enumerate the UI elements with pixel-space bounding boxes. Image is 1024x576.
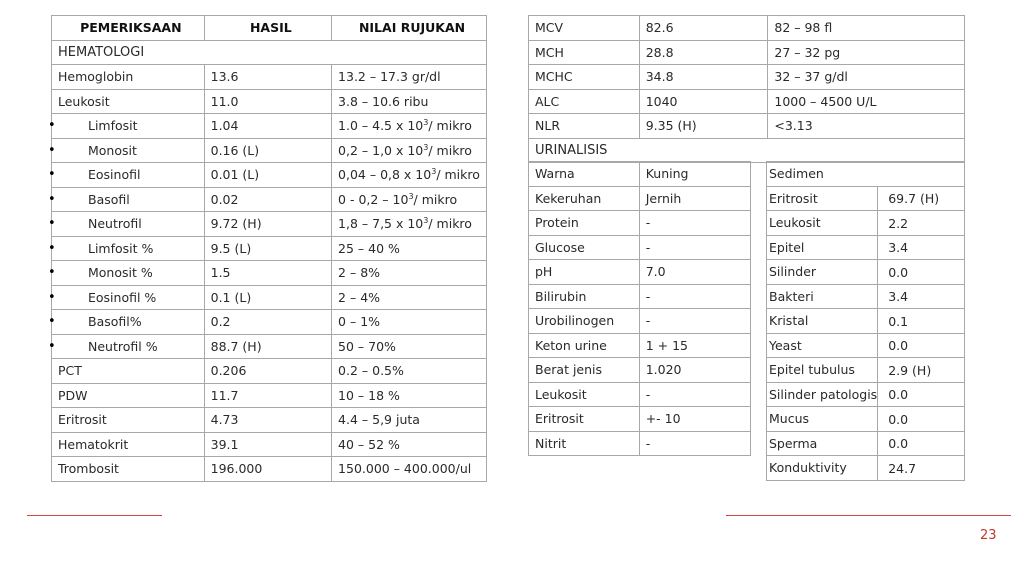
test-reference: 2 – 8% [332, 261, 487, 286]
test-reference: 13.2 – 17.3 gr/dl [332, 65, 487, 90]
test-reference: 50 – 70% [332, 334, 487, 359]
test-reference: 10 – 18 % [332, 383, 487, 408]
test-reference: 0 – 1% [332, 310, 487, 335]
test-result: 2.2 [878, 211, 965, 236]
test-name: Sperma [767, 431, 878, 456]
test-name: Eritrosit [52, 408, 205, 433]
test-name: • Limfosit [52, 114, 205, 139]
test-result: - [639, 309, 750, 334]
footer-divider-left [27, 515, 162, 516]
test-result: 0.01 (L) [204, 163, 331, 188]
test-name: • Neutrofil % [52, 334, 205, 359]
table-row [52, 285, 487, 310]
table-row [529, 40, 965, 65]
test-result: 0.02 [204, 187, 331, 212]
test-result: 24.7 [878, 456, 965, 481]
test-reference: 3.8 – 10.6 ribu [332, 89, 487, 114]
table-row [529, 16, 965, 41]
test-name: Kristal [767, 309, 878, 334]
test-name: Eritrosit [767, 186, 878, 211]
test-name: MCH [529, 40, 640, 65]
test-result: 4.73 [204, 408, 331, 433]
table-row [529, 284, 751, 309]
table-row [52, 432, 487, 457]
table-row [52, 261, 487, 286]
test-name: Epitel [767, 235, 878, 260]
section-hematologi: HEMATOLOGI [52, 40, 487, 65]
table-row [767, 211, 965, 236]
test-result: 7.0 [639, 260, 750, 285]
test-result: 11.0 [204, 89, 331, 114]
urinalisis-table [528, 161, 751, 456]
test-name: Silinder [767, 260, 878, 285]
test-result: 13.6 [204, 65, 331, 90]
table-row [52, 187, 487, 212]
table-row [529, 89, 965, 114]
table-row [767, 186, 965, 211]
table-header-row [52, 16, 487, 41]
test-name: Keton urine [529, 333, 640, 358]
test-name: Yeast [767, 333, 878, 358]
test-result: 9.5 (L) [204, 236, 331, 261]
section-urinalisis: URINALISIS [529, 138, 965, 163]
test-reference: 150.000 – 400.000/ul [332, 457, 487, 482]
test-result: +- 10 [639, 407, 750, 432]
table-row [767, 407, 965, 432]
table-row [52, 310, 487, 335]
table-row [52, 334, 487, 359]
test-name: MCV [529, 16, 640, 41]
page-number: 23 [980, 528, 997, 543]
table-row [529, 114, 965, 139]
test-result: 0.2 [204, 310, 331, 335]
test-result: 69.7 (H) [878, 186, 965, 211]
table-row [767, 431, 965, 456]
test-result: 1040 [639, 89, 768, 114]
test-name: Urobilinogen [529, 309, 640, 334]
test-result: 3.4 [878, 235, 965, 260]
table-row [529, 186, 751, 211]
test-name: Eritrosit [529, 407, 640, 432]
test-name: • Basofil [52, 187, 205, 212]
table-row [529, 382, 751, 407]
test-reference: 0,04 – 0,8 x $10^3/$ mikro [332, 163, 487, 188]
test-result: - [639, 382, 750, 407]
table-row [767, 260, 965, 285]
test-reference: 2 – 4% [332, 285, 487, 310]
test-reference: 25 – 40 % [332, 236, 487, 261]
test-result: 0.206 [204, 359, 331, 384]
test-reference: 0,2 – 1,0 x $10^3/$ mikro [332, 138, 487, 163]
test-result: 34.8 [639, 65, 768, 90]
test-name: Bilirubin [529, 284, 640, 309]
test-name: • Neutrofil [52, 212, 205, 237]
test-result: 82.6 [639, 16, 768, 41]
table-row [52, 383, 487, 408]
test-result: 0.0 [878, 260, 965, 285]
test-name: Mucus [767, 407, 878, 432]
test-reference: 4.4 – 5,9 juta [332, 408, 487, 433]
test-name: Protein [529, 211, 640, 236]
test-name: Leukosit [529, 382, 640, 407]
table-row [767, 235, 965, 260]
test-result: 2.9 (H) [878, 358, 965, 383]
test-result: 1 + 15 [639, 333, 750, 358]
table-row [52, 65, 487, 90]
indices-table [528, 15, 965, 163]
test-result: - [639, 211, 750, 236]
header-pemeriksaan: PEMERIKSAAN [52, 16, 205, 41]
section-row [52, 40, 487, 65]
test-name: PDW [52, 383, 205, 408]
table-row [767, 333, 965, 358]
test-result: 0.16 (L) [204, 138, 331, 163]
hematology-table [51, 15, 487, 482]
test-reference: 1.0 – 4.5 x $10^3/$ mikro [332, 114, 487, 139]
table-row [767, 284, 965, 309]
test-result: 1.5 [204, 261, 331, 286]
test-result: 0.1 [878, 309, 965, 334]
test-name: Kekeruhan [529, 186, 640, 211]
test-result: 1.020 [639, 358, 750, 383]
test-result: 0.0 [878, 431, 965, 456]
table-row [529, 333, 751, 358]
test-name: Konduktivity [767, 456, 878, 481]
test-name: Glucose [529, 235, 640, 260]
header-hasil: HASIL [204, 16, 331, 41]
table-row [529, 358, 751, 383]
table-row [52, 457, 487, 482]
test-result: - [639, 235, 750, 260]
table-row [767, 382, 965, 407]
test-result: - [639, 431, 750, 456]
test-name: NLR [529, 114, 640, 139]
test-name: • Monosit [52, 138, 205, 163]
table-row [52, 359, 487, 384]
test-name: Nitrit [529, 431, 640, 456]
test-reference: 82 – 98 fl [768, 16, 965, 41]
table-row [529, 235, 751, 260]
test-name: Hematokrit [52, 432, 205, 457]
table-row [52, 114, 487, 139]
test-name: • Eosinofil % [52, 285, 205, 310]
table-row [767, 358, 965, 383]
test-result: 0.0 [878, 382, 965, 407]
test-name: pH [529, 260, 640, 285]
test-reference: 0.2 – 0.5% [332, 359, 487, 384]
test-name: • Monosit % [52, 261, 205, 286]
table-row [529, 211, 751, 236]
test-name: • Eosinofil [52, 163, 205, 188]
table-row [529, 431, 751, 456]
test-result: Jernih [639, 186, 750, 211]
table-row [767, 456, 965, 481]
test-reference: $0 - 0,2 - 10^3/$ mikro [332, 187, 487, 212]
test-result: - [639, 284, 750, 309]
test-name: Silinder patologis [767, 382, 878, 407]
table-row [52, 163, 487, 188]
test-result: 9.72 (H) [204, 212, 331, 237]
table-row [52, 89, 487, 114]
test-result: 0.0 [878, 407, 965, 432]
test-name: Warna [529, 162, 640, 187]
test-result: 0.1 (L) [204, 285, 331, 310]
test-name: Bakteri [767, 284, 878, 309]
sedimen-table [766, 161, 965, 481]
test-name: Hemoglobin [52, 65, 205, 90]
test-result: 9.35 (H) [639, 114, 768, 139]
test-name: • Limfosit % [52, 236, 205, 261]
test-name: Epitel tubulus [767, 358, 878, 383]
test-result: 28.8 [639, 40, 768, 65]
table-row [52, 236, 487, 261]
test-name: Trombosit [52, 457, 205, 482]
test-reference: <3.13 [768, 114, 965, 139]
table-row [52, 138, 487, 163]
table-row [52, 212, 487, 237]
test-name: Berat jenis [529, 358, 640, 383]
test-reference: 1,8 – 7,5 x $10^3/$ mikro [332, 212, 487, 237]
table-row [529, 309, 751, 334]
sedimen-title: Sedimen [767, 162, 965, 187]
test-reference: 40 – 52 % [332, 432, 487, 457]
test-name: MCHC [529, 65, 640, 90]
test-result: 11.7 [204, 383, 331, 408]
test-result: 196.000 [204, 457, 331, 482]
test-name: PCT [52, 359, 205, 384]
table-row [767, 162, 965, 187]
table-row [52, 408, 487, 433]
test-name: ALC [529, 89, 640, 114]
test-result: 39.1 [204, 432, 331, 457]
footer-divider-right [726, 515, 1011, 516]
test-name: Leukosit [52, 89, 205, 114]
table-row [529, 260, 751, 285]
section-row [529, 138, 965, 163]
table-row [529, 65, 965, 90]
test-name: Leukosit [767, 211, 878, 236]
table-row [529, 407, 751, 432]
test-reference: 27 – 32 pg [768, 40, 965, 65]
test-result: 88.7 (H) [204, 334, 331, 359]
test-result: Kuning [639, 162, 750, 187]
test-reference: 1000 – 4500 U/L [768, 89, 965, 114]
table-row [767, 309, 965, 334]
test-name: • Basofil% [52, 310, 205, 335]
test-result: 3.4 [878, 284, 965, 309]
test-reference: 32 – 37 g/dl [768, 65, 965, 90]
test-result: 1.04 [204, 114, 331, 139]
test-result: 0.0 [878, 333, 965, 358]
table-row [529, 162, 751, 187]
header-nilai-rujukan: NILAI RUJUKAN [332, 16, 487, 41]
